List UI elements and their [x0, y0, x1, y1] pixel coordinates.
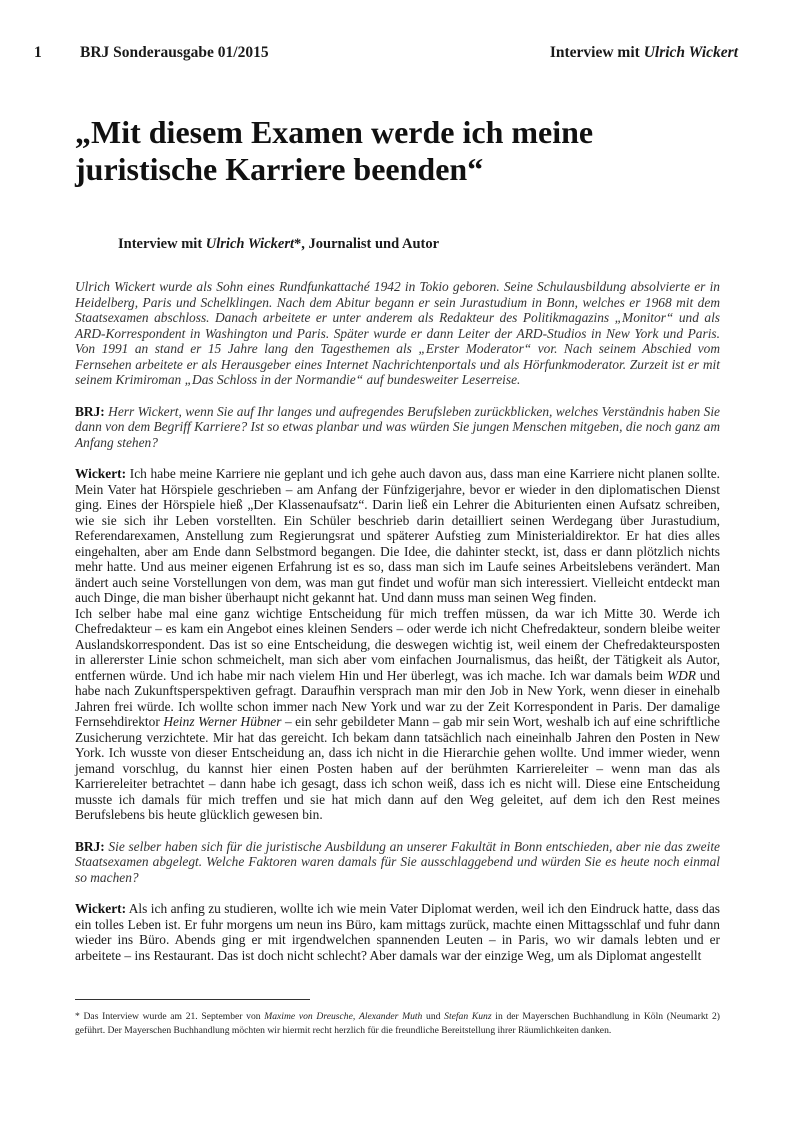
page-number: 1 — [34, 44, 42, 61]
footnote — [75, 1010, 720, 1037]
wdr-link-text: WDR — [666, 667, 696, 683]
answer-1-paragraph-1: Ich habe meine Karriere nie geplant und ich gehe auch davon aus, dass man eine Karriere nicht planen sollte. Mein Vater hat Hörspiele geschrieben – am Anfang der Fünfzigerjahre, bevor er wieder in den diplomatischen Dienst ging. Eines der Hörspiele hieß „Der Klassenaufsatz“. Darin ließ ein Lehrer die Abiturienten einen Aufsatz schreiben, wie sie sich ihr Leben vorstellten. Ein Schüler beschrieb darin detailliert seinen Werdegang über Jurastudium, Referendarexamen, Anstellung zum Regierungsrat und späterer Aufstieg zum Ministerialdirektor. Er hat dies alles eingehalten, aber am Ende dann Selbstmord begangen. Die Idee, die dahinter steckt, ist, dass er dann plötzlich nichts mehr hatte. Und aus meiner eigenen Erfahrung ist es so, dass man sich im Laufe seines Arbeitslebens verändert. Man ändert auch seine Vorstellungen von dem, was man gut findet und wofür man sich interessiert. Vielleicht entdeckt man auch Dinge, die man bisher überhaupt nicht gekannt hat. Und dann muss man seinen Weg finden. — [75, 466, 720, 605]
article-body — [75, 279, 720, 979]
subtitle-name: Ulrich Wickert — [205, 236, 294, 252]
answer-2 — [75, 901, 720, 963]
running-header — [34, 44, 738, 66]
header-right-prefix: Interview mit — [549, 44, 640, 61]
subtitle-prefix: Interview mit — [118, 236, 203, 252]
footnote-name-2: Alexander Muth — [358, 1011, 423, 1022]
footnote-divider — [75, 999, 310, 1000]
article-title: „Mit diesem Examen werde ich meine juristische Karriere beenden“ — [75, 114, 594, 187]
answer-1-p2-part-b: und habe nach Zukunftsperspektiven gefragt. Daraufhin versprach man mir den Job in New York, wenn dieser in einehalb Jahren frei würde. Ich wollte schon immer nach New York und war zu der Zeit Korrespondent in Paris. Der damalige Fernsehdirektor — [75, 667, 721, 729]
answer-2-speaker: Wickert: — [75, 901, 127, 916]
question-2-speaker: BRJ: — [75, 838, 105, 854]
header-right — [550, 44, 738, 62]
question-2-text: Sie selber haben sich für die juristische Ausbildung an unserer Fakultät in Bonn entschieden, aber nie das zweite Staatsexamen abgelegt. Welche Faktoren waren damals für Sie ausschlaggebend und würden Sie es heute noch einmal so machen? — [75, 838, 720, 885]
person-name: Heinz Werner Hübner — [163, 714, 282, 729]
answer-1-speaker: Wickert: — [75, 466, 127, 481]
answer-1-p2-part-c: – ein sehr gebildeter Mann – gab mir sein Wort, weshalb ich auf eine schriftliche Zusicherung verzichtete. Mir hat das gereicht. Ich bekam dann tatsächlich nach eineinhalb Jahren den Posten in New York. Ich wusste von dieser Entscheidung an, dass ich nicht in die Hierarchie gehen wollte. Und immer wieder, wenn jemand vorschlug, du kannst hier einen Posten haben auf der berühmten Karriereleiter – wenn man das als Karriereleiter betrachtet – dann habe ich gesagt, dass ich schon weiß, dass ich es nicht will. Diese eine Entscheidung musste ich damals für mich treffen und sie hat mich dann auf den Weg geleitet, auf dem ich den Rest meines Berufslebens bis heute glücklich gewesen bin. — [75, 714, 720, 822]
subtitle-suffix: *, Journalist und Autor — [294, 236, 440, 252]
answer-1-paragraph-2 — [75, 606, 720, 823]
footnote-text-b: in der Mayerschen Buchhandlung in Köln (Neumarkt 2) geführt. Der Mayerschen Buchhandlung möchten wir hiermit recht herzlich für die freundliche Bereitstellung ihrer Räumlichkeiten danken. — [75, 1011, 720, 1036]
answer-2-text: Als ich anfing zu studieren, wollte ich wie mein Vater Diplomat werden, weil ich den Eindruck hatte, dass das ein tolles Leben ist. Er fuhr morgens um neun ins Büro, kam mittags zurück, machte einen Mittagsschlaf und fuhr dann wieder ins Büro. Abends ging er mit irgendwelchen spannenden Leuten – in Paris, wo wir damals lebten und er arbeitete – ins Restaurant. Das ist doch nicht schlecht? Aber damals war der einzige Weg, um als Diplomat angestellt — [75, 901, 720, 963]
question-1-speaker: BRJ: — [75, 403, 105, 419]
answer-1-p2-part-a: Ich selber habe mal eine ganz wichtige Entscheidung für mich treffen müssen, da war ich Mitte 30. Werde ich Chefredakteur – es kam ein Angebot eines kleinen Senders – oder werde ich nicht Chefredakteur, sondern bleibe weiter Auslandskorrespondent. Das ist so eine Entscheidung, die deswegen wichtig ist, weil einem der Chefredakteursposten in allererster Linie schon schmeichelt, man sich aber vom einfachen Journalismus, das heißt, der Tätigkeit als Autor, entfernen würde. Und ich habe mir nach vielem Hin und Her überlegt, was ich mache. Ich war damals beim — [75, 605, 720, 683]
footnote-sep-2: und — [422, 1011, 445, 1022]
question-1 — [75, 404, 720, 451]
intro-paragraph: Ulrich Wickert wurde als Sohn eines Rundfunkattaché 1942 in Tokio geboren. Seine Schulausbildung absolvierte er in Heidelberg, Paris und Schelklingen. Nach dem Abitur begann er sein Jurastudium in Bonn, welches er 1968 mit dem Staatsexamen abschloss. Danach arbeitete er unter anderem als Redakteur des Politikmagazins „Monitor“ und als ARD-Korrespondent in Washington und Paris. Später wurde er dann Leiter der ARD-Studios in New York und Paris. Von 1991 an stand er 15 Jahre lang den Tagesthemen als „Erster Moderator“ vor. Nach seinem Abschied vom Fernsehen arbeitete er als Herausgeber eines Internet Nachrichtenportals und als Hörfunkmoderator. Zurzeit ist er mit seinem Krimiroman „Das Schloss in der Normandie“ auf bundesweiter Leserreise. — [75, 279, 720, 387]
question-2 — [75, 839, 720, 886]
answer-1 — [75, 466, 720, 606]
footnote-text-a: * Das Interview wurde am 21. September von — [75, 1011, 265, 1022]
footnote-name-3: Stefan Kunz — [444, 1011, 492, 1022]
footnote-name-1: Maxime von Dreusche — [264, 1011, 353, 1022]
question-1-text: Herr Wickert, wenn Sie auf Ihr langes und aufregendes Berufsleben zurückblicken, welches Verständnis haben Sie dann von dem Begriff Karriere? Ist so etwas planbar und was würden Sie jungen Menschen mitgeben, die noch ganz am Anfang stehen? — [75, 403, 720, 450]
journal-title: BRJ Sonderausgabe 01/2015 — [80, 44, 269, 61]
footnote-sep-1: , — [352, 1011, 359, 1022]
article-subtitle — [118, 236, 439, 253]
header-right-name: Ulrich Wickert — [643, 44, 738, 61]
